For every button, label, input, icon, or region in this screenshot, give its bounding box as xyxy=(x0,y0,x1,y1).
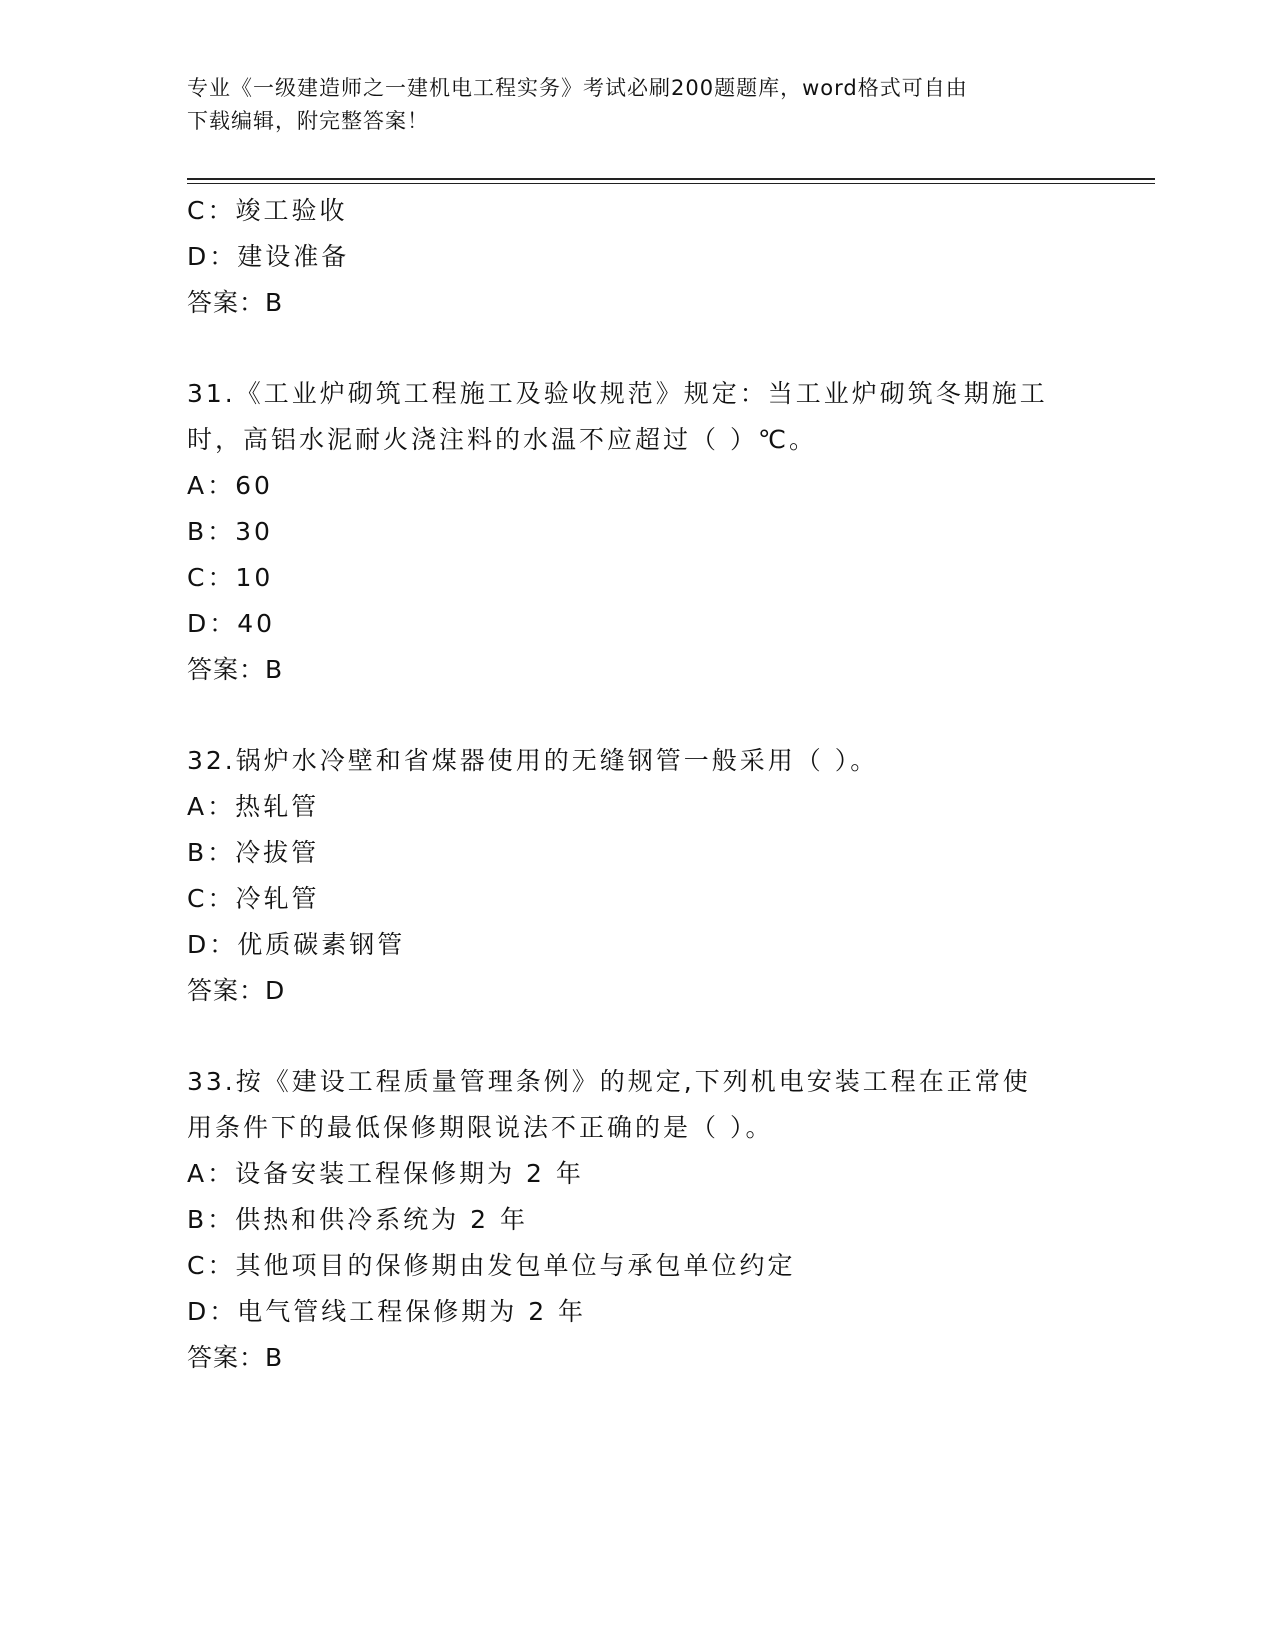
option-d: D：建设准备 xyxy=(187,242,350,271)
answer: 答案：B xyxy=(187,655,284,684)
question-stem: 33.按《建设工程质量管理条例》的规定,下列机电安装工程在正常使 xyxy=(187,1067,1031,1096)
header-line-1: 专业《一级建造师之一建机电工程实务》考试必刷200题题库，word格式可自由 xyxy=(187,76,968,100)
question-stem: 用条件下的最低保修期限说法不正确的是（ ）。 xyxy=(187,1113,774,1142)
option-b: B：供热和供冷系统为 2 年 xyxy=(187,1205,528,1234)
question-stem: 32.锅炉水冷壁和省煤器使用的无缝钢管一般采用（ ）。 xyxy=(187,746,879,775)
question-32 xyxy=(187,738,1087,1014)
question-stem: 31.《工业炉砌筑工程施工及验收规范》规定：当工业炉砌筑冬期施工 xyxy=(187,379,1048,408)
option-c: C：竣工验收 xyxy=(187,196,348,225)
option-c: C：冷轧管 xyxy=(187,884,320,913)
answer: 答案：B xyxy=(187,1343,284,1372)
document-header xyxy=(187,72,1087,138)
answer: 答案：D xyxy=(187,976,286,1005)
header-line-2: 下载编辑，附完整答案！ xyxy=(187,109,429,133)
document-body xyxy=(187,188,1087,1381)
option-a: A：设备安装工程保修期为 2 年 xyxy=(187,1159,584,1188)
option-a: A：热轧管 xyxy=(187,792,320,821)
option-d: D：40 xyxy=(187,609,276,638)
question-30-continued xyxy=(187,188,1087,326)
header-divider-thin xyxy=(187,183,1155,184)
question-31 xyxy=(187,371,1087,693)
option-d: D：优质碳素钢管 xyxy=(187,930,406,959)
option-d: D：电气管线工程保修期为 2 年 xyxy=(187,1297,587,1326)
option-c: C：10 xyxy=(187,563,274,592)
question-stem: 时，高铝水泥耐火浇注料的水温不应超过（ ）℃。 xyxy=(187,425,818,454)
question-33 xyxy=(187,1059,1087,1381)
spacer xyxy=(187,1014,1087,1059)
option-c: C：其他项目的保修期由发包单位与承包单位约定 xyxy=(187,1251,796,1280)
option-a: A：60 xyxy=(187,471,273,500)
answer: 答案：B xyxy=(187,288,284,317)
header-divider-thick xyxy=(187,178,1155,180)
option-b: B：冷拔管 xyxy=(187,838,320,867)
spacer xyxy=(187,693,1087,738)
spacer xyxy=(187,326,1087,371)
option-b: B：30 xyxy=(187,517,273,546)
